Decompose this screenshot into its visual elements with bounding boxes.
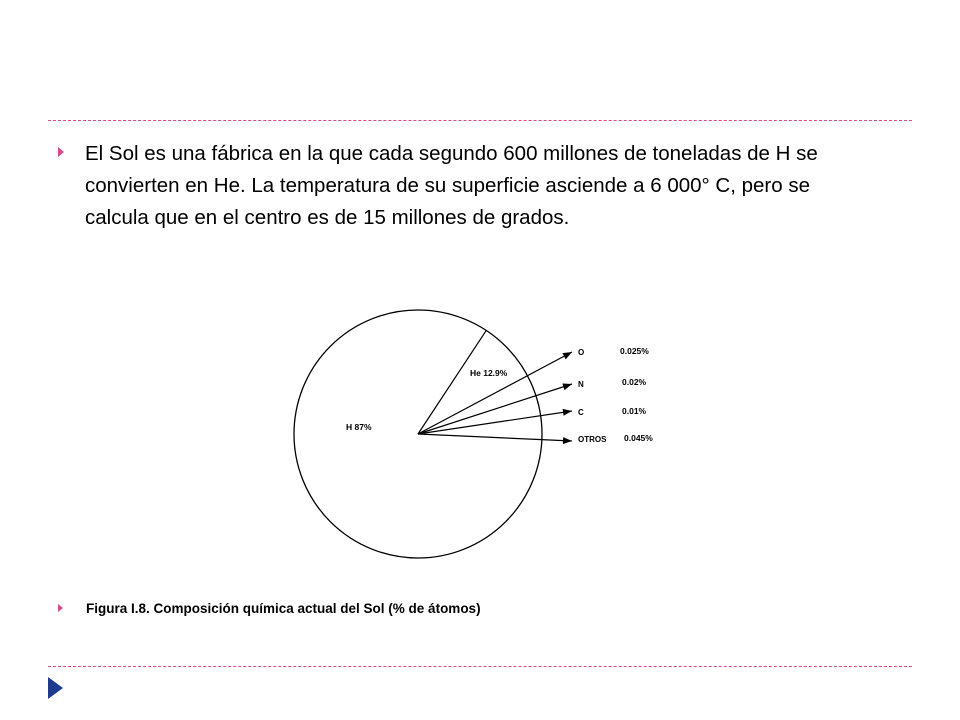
slice-arrowhead-otros (563, 437, 572, 444)
slice-label-n: N (578, 380, 584, 389)
caption-bullet (58, 601, 481, 616)
next-slide-arrow-icon[interactable] (48, 677, 63, 699)
slice-arrow-line-c (418, 411, 572, 434)
bottom-divider (48, 666, 912, 667)
slice-value-n: 0.02% (622, 377, 647, 387)
slice-label-c: C (578, 408, 584, 417)
slice-arrowhead-n (562, 383, 572, 390)
slice-label-h: H 87% (346, 422, 372, 432)
bullet-arrow-icon (58, 604, 63, 612)
slice-arrow-line-o (418, 352, 572, 434)
slice-label-o: O (578, 348, 585, 357)
slice-value-o: 0.025% (620, 346, 649, 356)
he-slice-boundary-line (418, 330, 486, 434)
slice-arrowhead-o (562, 352, 572, 359)
slice-label-he: He 12.9% (470, 368, 508, 378)
main-paragraph: El Sol es una fábrica en la que cada segundo 600 millones de toneladas de H se convierten en He. La temperatura de su superficie asciende a 6 000° C, pero se calcula que en el centro es de 15 millones de grados. (85, 142, 818, 229)
slice-value-c: 0.01% (622, 406, 647, 416)
slice-arrow-line-otros (418, 434, 572, 441)
figure-caption: Figura I.8. Composición química actual del Sol (% de átomos) (86, 601, 481, 616)
slice-arrowhead-c (563, 409, 572, 416)
slice-value-otros: 0.045% (624, 433, 653, 443)
slice-label-otros: OTROS (578, 435, 607, 444)
slice-arrow-line-n (418, 384, 572, 434)
